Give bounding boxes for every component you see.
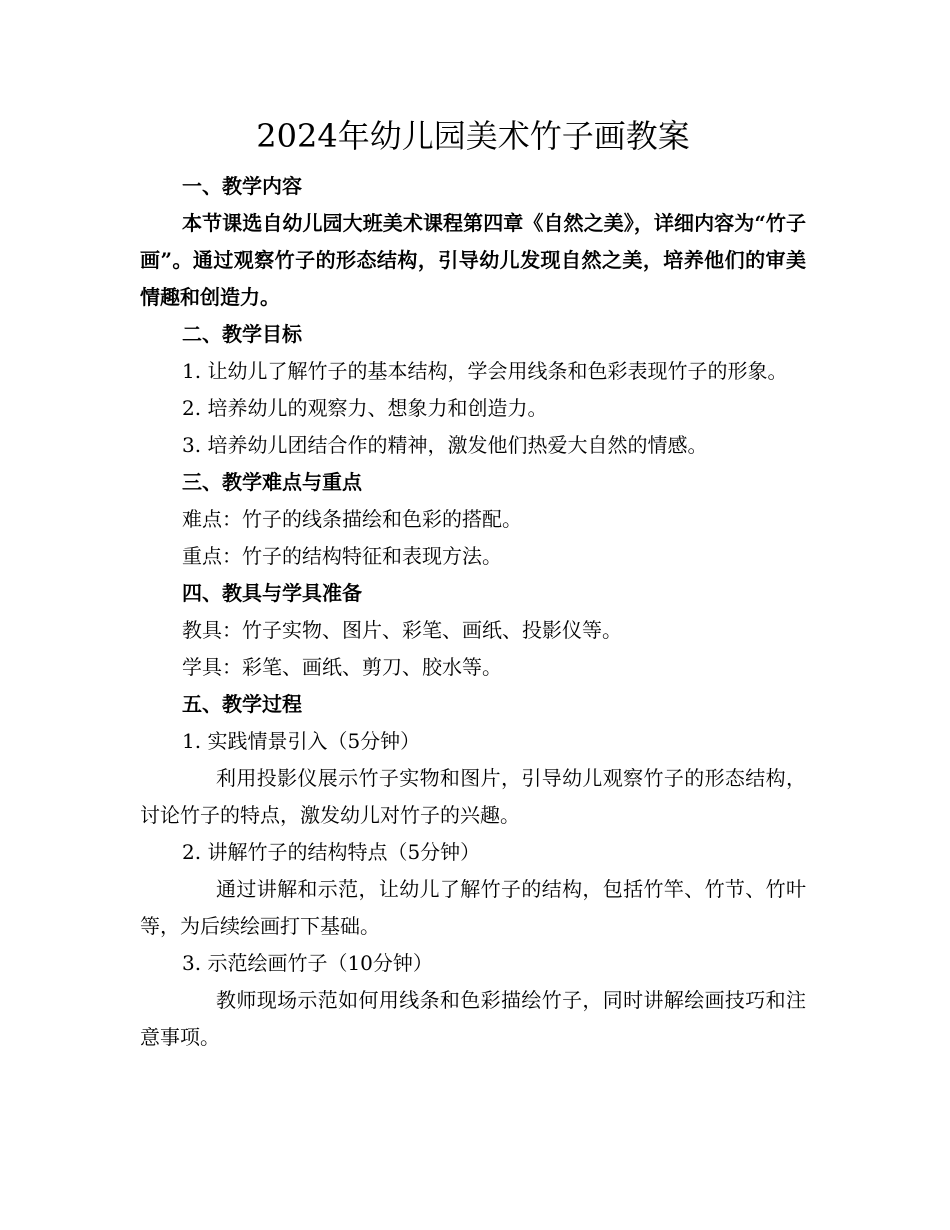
section-heading-difficulties: 三、教学难点与重点 [182, 470, 362, 494]
difficulty-item: 难点：竹子的线条描绘和色彩的搭配。 [182, 507, 522, 531]
section-heading-objectives: 二、教学目标 [182, 322, 302, 346]
process-step-body-2: 通过讲解和示范，让幼儿了解竹子的结构，包括竹竿、竹节、竹叶等，为后续绘画打下基础。 [140, 877, 806, 938]
process-step-body-1: 利用投影仪展示竹子实物和图片，引导幼儿观察竹子的形态结构，讨论竹子的特点，激发幼儿对竹子的兴趣。 [140, 766, 806, 827]
process-step-title-1: 1. 实践情景引入（5分钟） [182, 729, 421, 753]
process-step-body-3: 教师现场示范如何用线条和色彩描绘竹子，同时讲解绘画技巧和注意事项。 [140, 988, 806, 1049]
document-page [140, 108, 806, 1056]
section-body-content: 本节课选自幼儿园大班美术课程第四章《自然之美》，详细内容为“竹子画”。通过观察竹子的形态结构，引导幼儿发现自然之美，培养他们的审美情趣和创造力。 [140, 211, 806, 309]
section-heading-content: 一、教学内容 [182, 174, 302, 198]
process-step-title-3: 3. 示范绘画竹子（10分钟） [182, 951, 433, 975]
learning-aids-item: 学具：彩笔、画纸、剪刀、胶水等。 [182, 655, 502, 679]
objective-item-3: 3. 培养幼儿团结合作的精神，激发他们热爱大自然的情感。 [182, 433, 708, 457]
objective-item-2: 2. 培养幼儿的观察力、想象力和创造力。 [182, 396, 548, 420]
section-heading-materials: 四、教具与学具准备 [182, 581, 362, 605]
teaching-aids-item: 教具：竹子实物、图片、彩笔、画纸、投影仪等。 [182, 618, 622, 642]
key-point-item: 重点：竹子的结构特征和表现方法。 [182, 544, 502, 568]
section-heading-process: 五、教学过程 [182, 692, 302, 716]
process-step-title-2: 2. 讲解竹子的结构特点（5分钟） [182, 840, 481, 864]
document-title: 2024年幼儿园美术竹子画教案 [256, 117, 690, 155]
objective-item-1: 1. 让幼儿了解竹子的基本结构，学会用线条和色彩表现竹子的形象。 [182, 359, 788, 383]
